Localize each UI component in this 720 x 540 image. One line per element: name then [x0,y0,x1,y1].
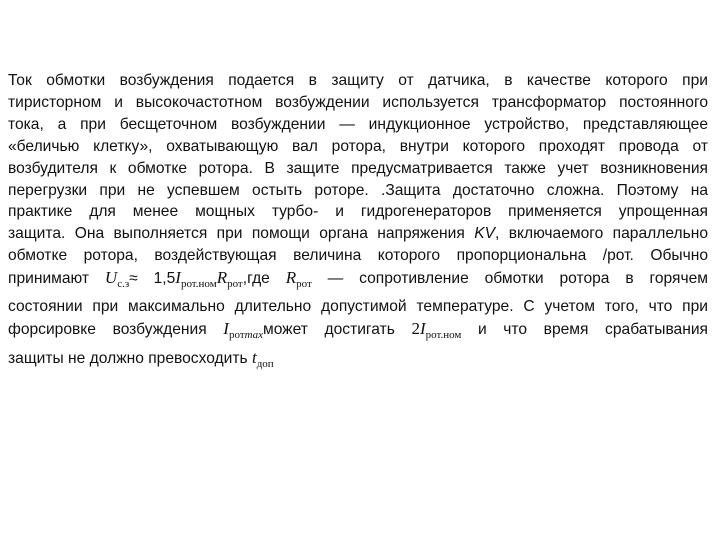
r-subscript: рот [227,278,243,291]
line10-t2: ,где [242,270,286,288]
two-coef: 2 [411,318,420,338]
text-line-3: тока, а при бесщеточном возбуждении — индукционное устройство, представляющее [8,115,708,133]
kv-symbol: KV [474,225,495,243]
line10-t3: — сопротивление обмотки ротора в горячем [327,270,708,288]
line8-tail: , включаемого параллельно [495,225,709,243]
r-symbol: R [216,268,228,288]
text-line-2: тиристорном и высокочастотном возбуждении используется трансформатор постоянного [8,93,708,111]
text-line-9: обмотке ротора, воздействующая величина которого пропорциональна /рот. Обычно [8,247,708,265]
t-symbol: t [251,347,257,367]
i-subscript: рот.ном [180,278,217,291]
line10-t1: принимают [8,270,105,288]
text-line-5: возбудителя к обмотке ротора. В защите предусматривается также учет возникновения [8,159,708,177]
text-line-11: состоянии при максимально длительно допустимой температуре. С учетом того, что при [8,298,708,316]
text-line-13 [8,347,708,376]
i-max-subscript-max: max [244,328,263,341]
u-subscript: с.з [117,278,130,291]
u-symbol: U [104,268,118,288]
i-max-symbol: I [223,318,229,338]
line12-t2: может достигать [262,320,412,338]
line13-t1: защиты не должно превосходить [8,349,252,367]
text-line-6: перегрузки при не успевшем остыть роторе. .Защита достаточно сложна. Поэтому на [8,181,708,199]
text-line-1: Ток обмотки возбуждения подается в защиту от датчика, в качестве которого при [8,72,708,89]
r2-subscript: рот [296,278,312,291]
approx-coef: ≈ 1,5 [129,270,176,288]
i2-subscript: рот.ном [425,328,462,341]
line12-t1: форсировке возбуждения [8,320,224,338]
line8-text: защита. Она выполняется при помощи органа напряжения [8,225,475,243]
text-line-10 [8,267,708,296]
paragraph [8,70,708,376]
r2-symbol: R [285,268,297,288]
text-line-4: «беличью клетку», охватывающую вал ротора, внутри которого проходят провода от [8,137,708,155]
t-subscript: доп [256,357,274,370]
text-line-12 [8,318,708,347]
i-symbol: I [175,268,181,288]
text-line-7: практике для менее мощных турбо- и гидрогенераторов применяется упрощенная [8,203,708,221]
i2-symbol: I [419,318,426,338]
text-line-8 [8,223,708,245]
line12-t3: и что время срабатывания [461,320,708,338]
i-max-subscript: рот [228,328,245,341]
